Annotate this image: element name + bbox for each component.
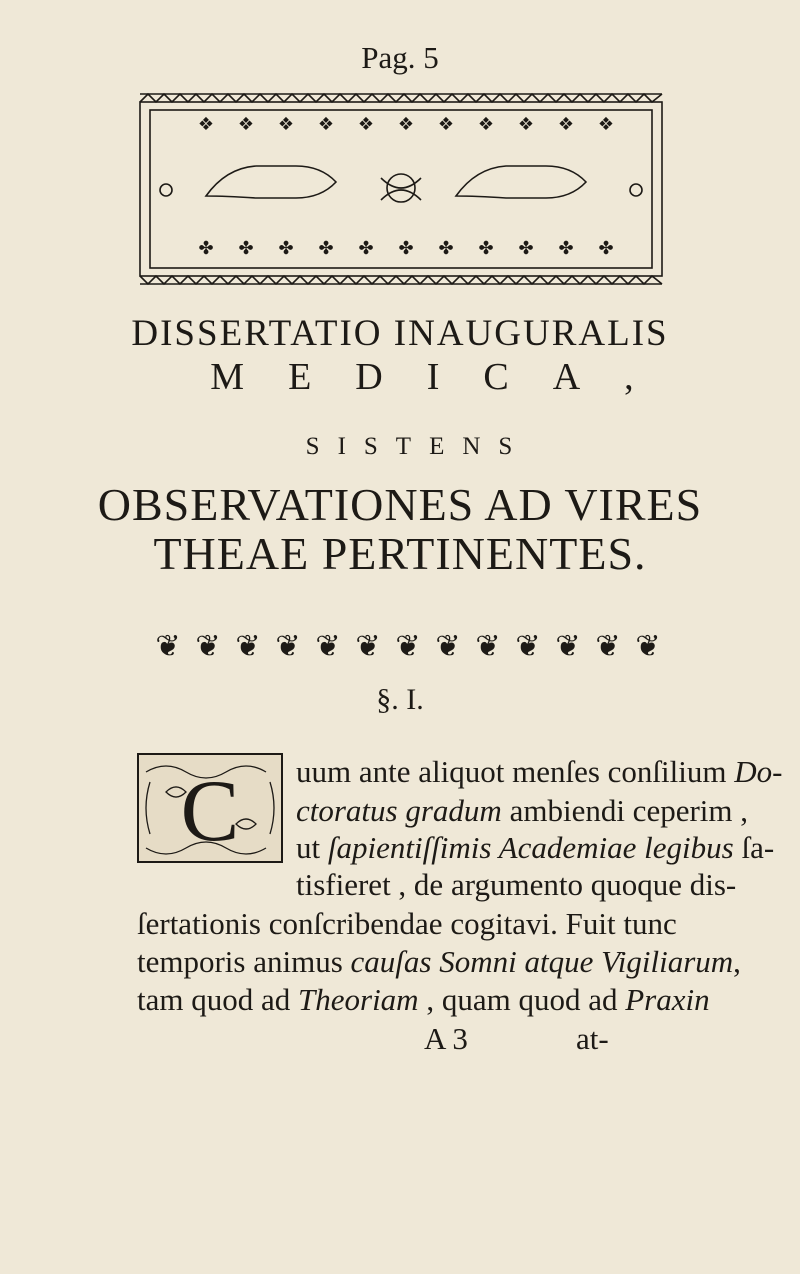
svg-text:✤: ✤ — [478, 238, 494, 259]
body-line-6: temporis animus cauſas Somni atque Vigiliarum, — [137, 944, 741, 979]
body-line-1: uum ante aliquot menſes conſilium Do- — [296, 754, 783, 789]
svg-text:❦: ❦ — [315, 629, 341, 664]
body-line-4: tisfieret , de argumento quoque dis- — [296, 867, 737, 902]
section-mark: §. I. — [376, 683, 424, 716]
svg-text:❖: ❖ — [397, 114, 415, 135]
svg-text:❦: ❦ — [275, 629, 301, 664]
svg-text:❦: ❦ — [475, 629, 501, 664]
svg-text:❖: ❖ — [197, 114, 215, 135]
subject-line-2: THEAE PERTINENTES. — [153, 528, 647, 579]
body-line-7: tam quod ad Theoriam , quam quod ad Praxin — [137, 982, 710, 1017]
svg-text:✤: ✤ — [398, 238, 414, 259]
svg-text:❦: ❦ — [635, 629, 661, 664]
svg-text:✤: ✤ — [358, 238, 374, 259]
page-number: Pag. 5 — [361, 40, 439, 75]
svg-text:❖: ❖ — [317, 114, 335, 135]
svg-text:✤: ✤ — [318, 238, 334, 259]
svg-text:✤: ✤ — [518, 238, 534, 259]
svg-text:✤: ✤ — [558, 238, 574, 259]
svg-text:❖: ❖ — [437, 114, 455, 135]
catchword: at- — [576, 1021, 609, 1056]
dissertation-subtitle: MEDICA, — [210, 356, 678, 398]
svg-text:❦: ❦ — [395, 629, 421, 664]
body-line-2: ctoratus gradum ambiendi ceperim , — [296, 793, 749, 828]
subject-line-1: OBSERVATIONES AD VIRES — [97, 479, 703, 530]
svg-text:✤: ✤ — [598, 238, 614, 259]
svg-text:❖: ❖ — [357, 114, 375, 135]
decorated-initial — [136, 752, 284, 864]
svg-text:❦: ❦ — [595, 629, 621, 664]
svg-text:❦: ❦ — [555, 629, 581, 664]
svg-text:❦: ❦ — [435, 629, 461, 664]
dissertation-title: DISSERTATIO INAUGURALIS — [131, 313, 669, 354]
svg-text:✤: ✤ — [278, 238, 294, 259]
svg-text:❦: ❦ — [155, 629, 181, 664]
body-line-5: ſertationis conſcribendae cogitavi. Fuit tunc — [137, 906, 677, 941]
body-line-3: ut ſapientiſſimis Academiae legibus ſa- — [296, 830, 775, 865]
sistens-line: SISTENS — [305, 433, 531, 460]
svg-text:❦: ❦ — [515, 629, 541, 664]
svg-text:✤: ✤ — [238, 238, 254, 259]
svg-text:❖: ❖ — [517, 114, 535, 135]
svg-text:❦: ❦ — [355, 629, 381, 664]
svg-text:❦: ❦ — [235, 629, 261, 664]
svg-text:C: C — [180, 763, 240, 860]
svg-text:❖: ❖ — [277, 114, 295, 135]
svg-text:❖: ❖ — [477, 114, 495, 135]
svg-text:✤: ✤ — [198, 238, 214, 259]
svg-text:❖: ❖ — [597, 114, 615, 135]
ornamental-headpiece — [136, 88, 666, 293]
fleuron-border — [150, 622, 680, 670]
svg-text:✤: ✤ — [438, 238, 454, 259]
svg-text:❖: ❖ — [237, 114, 255, 135]
svg-text:❦: ❦ — [195, 629, 221, 664]
svg-text:❖: ❖ — [557, 114, 575, 135]
signature-mark: A 3 — [424, 1021, 468, 1056]
